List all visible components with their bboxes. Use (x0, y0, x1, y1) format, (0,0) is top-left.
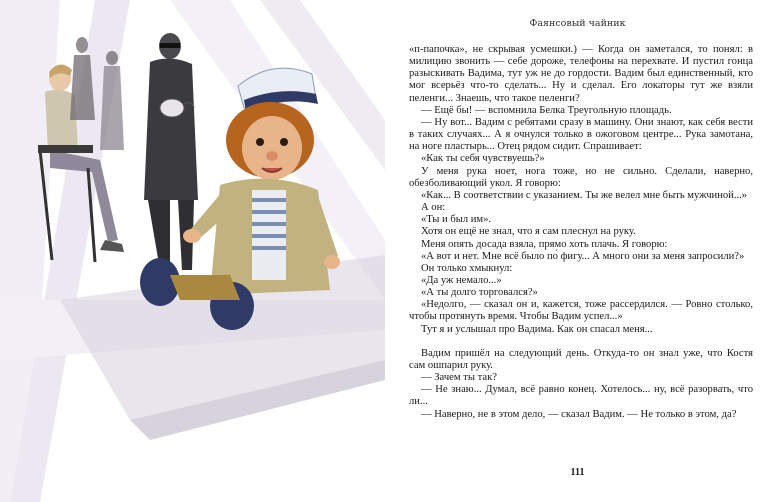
text-page (385, 0, 770, 502)
paragraph: Тут я и услышал про Вадима. Как он спасал меня... (421, 323, 653, 335)
body-text (409, 44, 753, 421)
paragraph: Вадим пришёл на следующий день. Откуда-то он знал уже, что Костя сам ошпарил руку. (409, 347, 753, 371)
paragraph: — Ну вот... Вадим с ребятами сразу в машину. Они знают, как себя вести в таких случаях... А я очнулся только в ожоговом центре... Рука замотана, на ноге пластырь... Отец рядом сидит. Спрашивает: (409, 116, 753, 153)
paragraph: Меня опять досада взяла, прямо хоть плачь. Я говорю: (421, 238, 668, 250)
paragraph: — Не знаю... Думал, всё равно конец. Хотелось... ну, всё разорвать, что ли... (409, 384, 753, 408)
paragraph: «Ты и был им». (421, 214, 492, 226)
page-number: 111 (570, 467, 585, 478)
paragraph: — Ещё бы! — вспомнила Белка Треугольную площадь. (421, 104, 672, 116)
section-gap (409, 336, 753, 348)
paragraph: «Недолго, — сказал он и, кажется, тоже рассердился. — Ровно столько, чтобы протянуть время. Чтобы Вадим успел...» (409, 299, 753, 323)
running-head: Фаянсовый чайник (529, 18, 626, 29)
paragraph: Он только хмыкнул: (421, 262, 513, 274)
paragraph: «Как... В соответствии с указанием. Ты же велел мне быть мужчиной...» (421, 189, 748, 201)
paragraph: «Да уж немало...» (421, 274, 502, 286)
paragraph: А он: (421, 202, 446, 214)
paragraph: — Наверно, не в этом дело, — сказал Вадим. — Не только в этом, да? (421, 408, 737, 420)
paragraph: «Как ты себя чувствуешь?» (421, 153, 545, 165)
paragraph: Хотя он ещё не знал, что я сам плеснул на руку. (421, 226, 636, 238)
paragraph: — Зачем ты так? (421, 372, 497, 384)
paragraph: «п-папочка», не скрывая усмешки.) — Когда он заметался, то понял: в милицию звонить — себе дороже, телефоны на перехвате. И пустил гонца разыскивать Вадима, тут уж не до гордости. Вадим был единственный, кто мог всерьёз что-то сделать... Ну и сделал. Его локаторы тут же взяли пеленги... Знаешь, что такое пеленги? (409, 44, 753, 104)
paragraph: «А ты долго торговался?» (421, 287, 538, 299)
paragraph: «А вот и нет. Мне всё было по́ фигу... А много они за меня запросили?» (421, 250, 745, 262)
paragraph: У меня рука ноет, нога тоже, но не сильно. Сделали, наверно, обезболивающий укол. Я говорю: (409, 165, 753, 189)
